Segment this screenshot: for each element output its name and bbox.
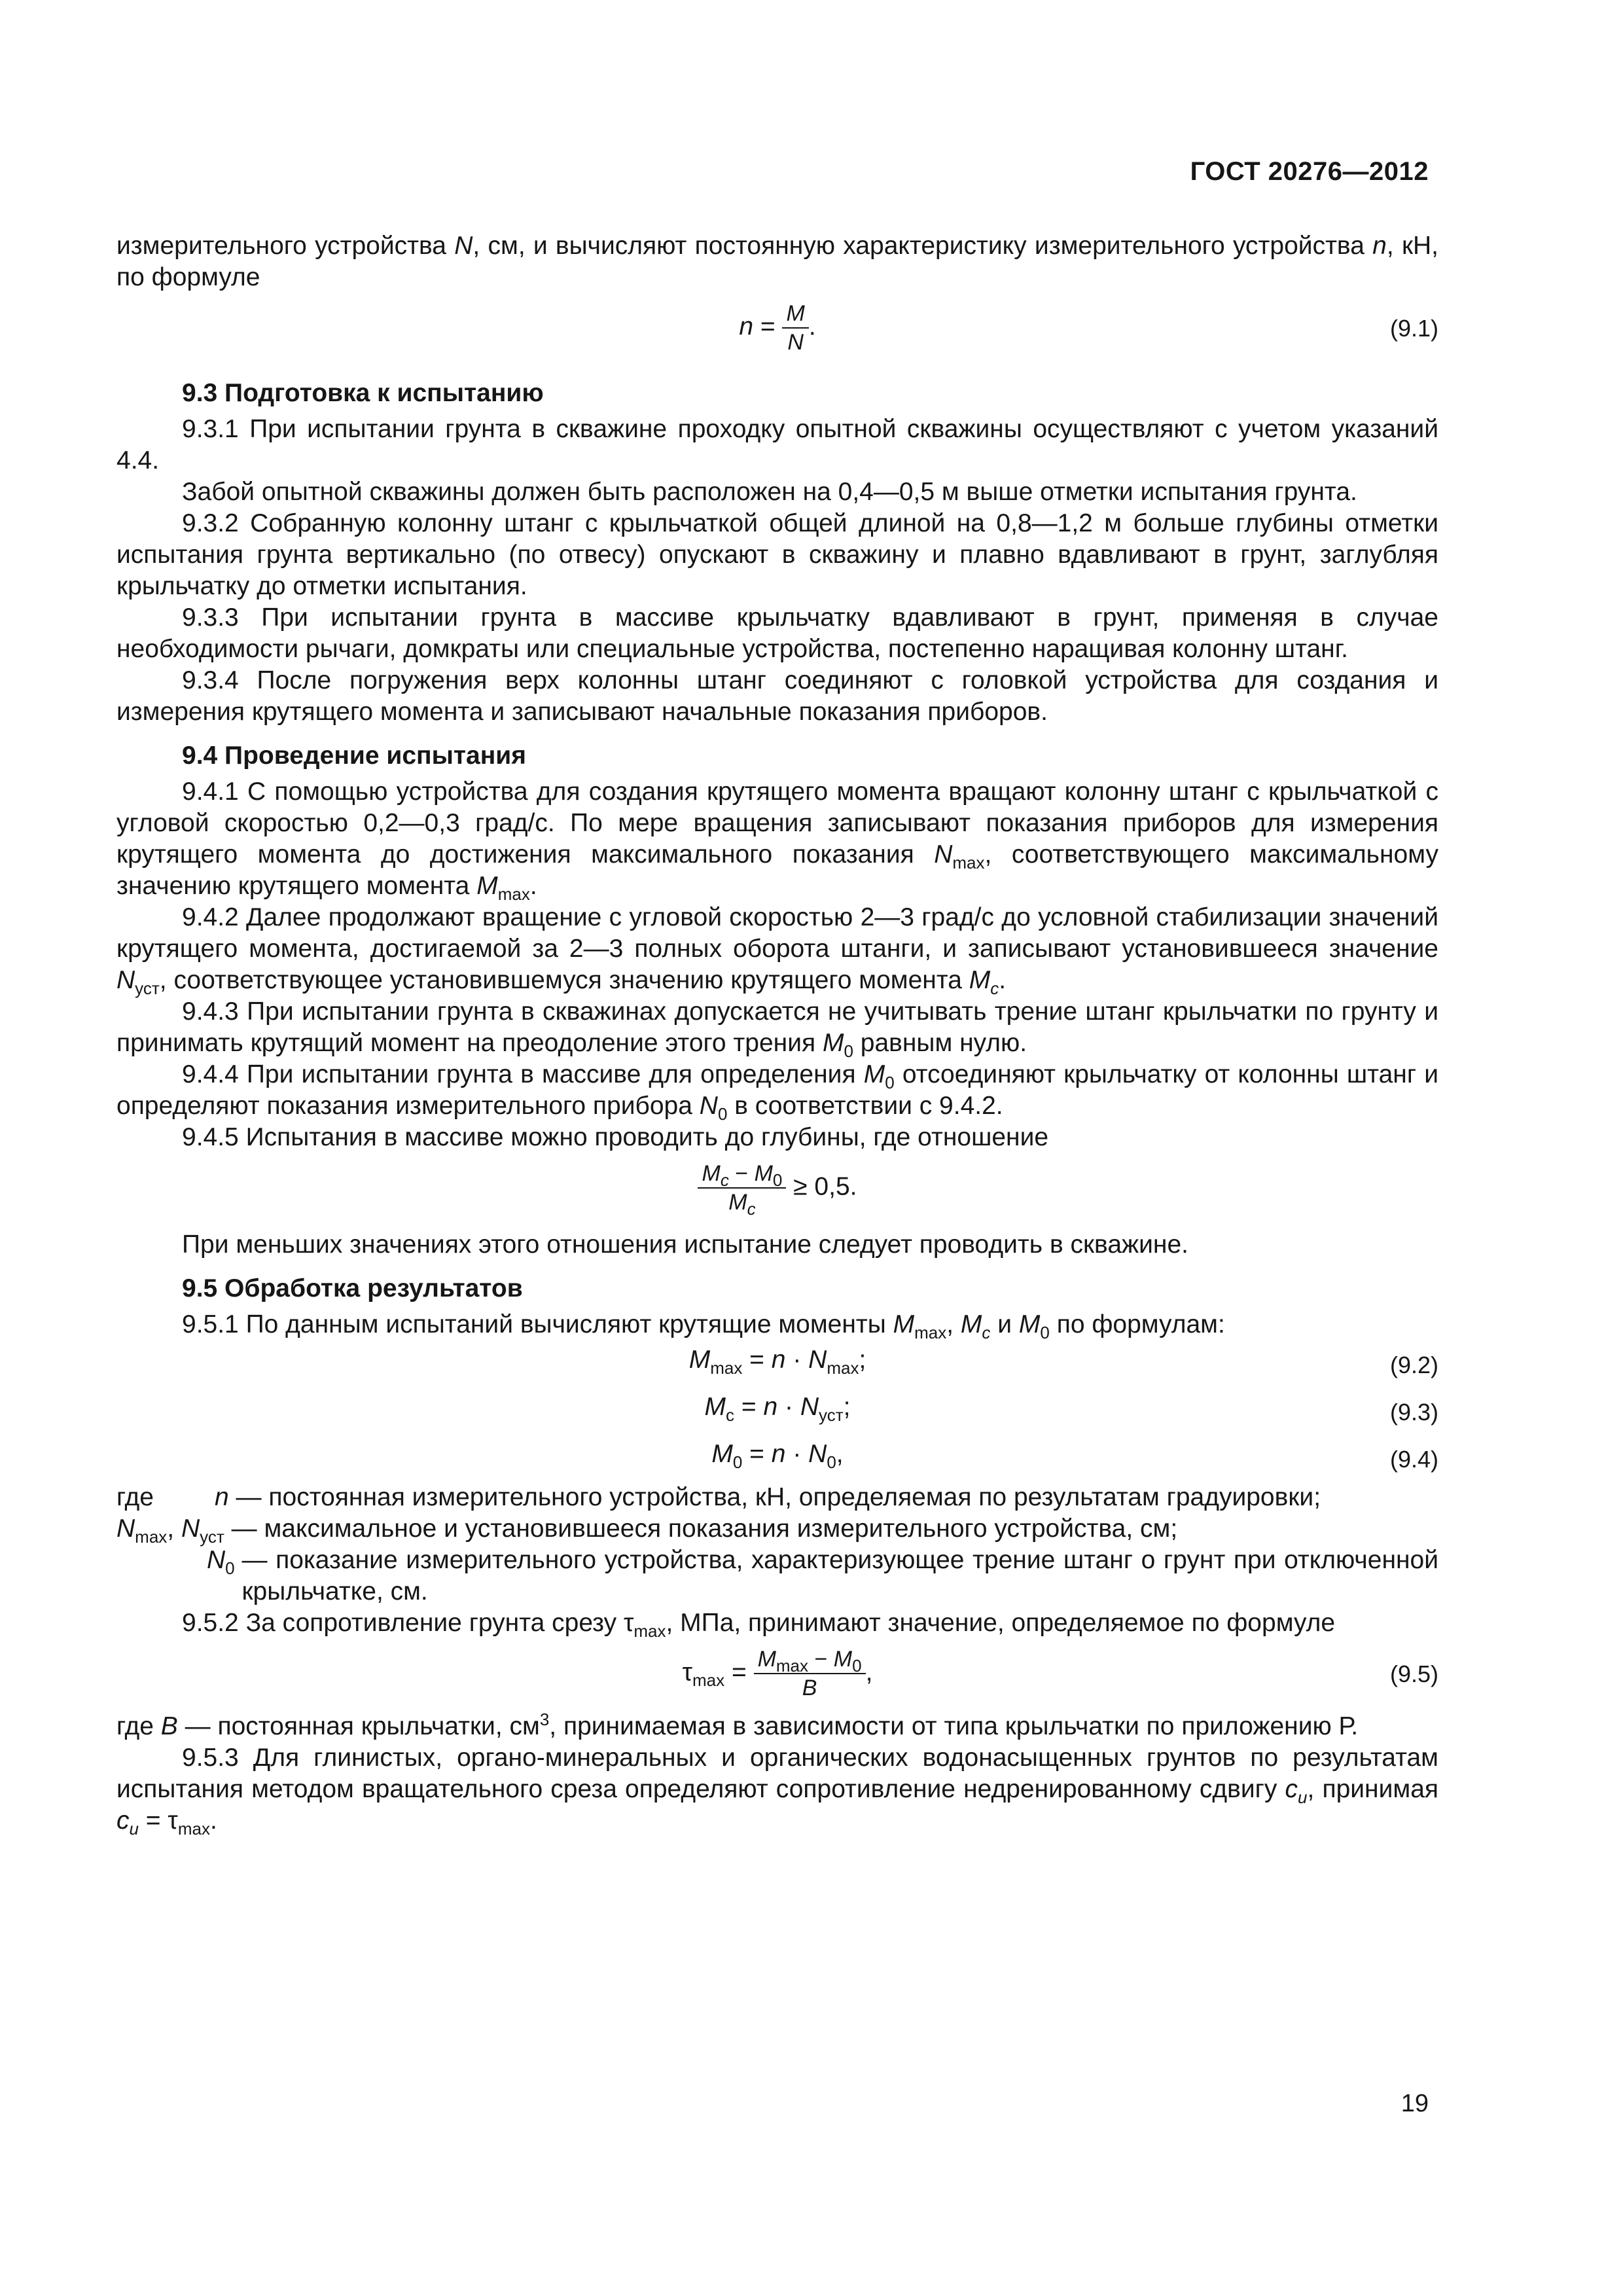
paragraph-9-4-4: 9.4.4 При испытании грунта в массиве для определения $M_0$ отсоединяют крыльчатку от колонны штанг и определяют показания измерительного прибора $N_0$ в соответствии с 9.4.2.: [116, 1060, 1438, 1124]
paragraph-9-4-3: 9.4.3 При испытании грунта в скважинах допускается не учитывать трение штанг крыльчатки по грунту и принимать крутящий момент на преодоление этого трения $M_0$ равным нулю.: [116, 997, 1438, 1061]
section-title-9-5: 9.5 Обработка результатов: [182, 1274, 523, 1302]
equation-9-1: n = $\frac{M}{N}$ . (9.1): [739, 301, 1438, 355]
legend-list: где n — постоянная измерительного устройства, кН, определяемая по результатам градуировки; $N_{max}$, $N_{уст}$ — максимальное и установившееся показания измерительного устройства, см; $N_0$ — показание измерительного устройства, характеризующее трение штанг о грунт при отключенной крыльчатке, см.: [116, 1483, 1438, 1605]
paragraph-9-3-1: 9.3.1 При испытании грунта в скважине проходку опытной скважины осуществляют с учетом указаний 4.4.: [116, 415, 1438, 475]
section-title-9-4: 9.4 Проведение испытания: [182, 742, 526, 770]
fraction: $\frac{M}{N}$: [782, 300, 808, 356]
page-number: 19: [1400, 2090, 1429, 2117]
doc-code-header: ГОСТ 20276—2012: [1190, 157, 1429, 186]
equation-number: (9.1): [1389, 315, 1438, 342]
paragraph: Забой опытной скважины должен быть расположен на 0,4—0,5 м выше отметки испытания грунта.: [182, 478, 1357, 506]
paragraph-9-5-2: 9.5.2 За сопротивление грунта срезу $\tau_{max}$, МПа, принимают значение, определяемое по формуле: [182, 1609, 1336, 1641]
paragraph-9-3-4: 9.3.4 После погружения верх колонны штанг соединяют с головкой устройства для создания и измерения крутящего момента и записывают начальные показания приборов.: [116, 666, 1438, 726]
ratio-formula: $\frac{M_c - M_0}{M_c}$ ≥ 0,5.: [116, 1153, 1438, 1225]
equation-number: (9.2): [1389, 1352, 1438, 1378]
paragraph-9-5-1: 9.5.1 По данным испытаний вычисляют крутящие моменты $M_{max}$, $M_c$ и $M_0$ по формулам:: [182, 1310, 1225, 1342]
paragraph-b-definition: где B — постоянная крыльчатки, $см^3$, принимаемая в зависимости от типа крыльчатки по приложению Р.: [116, 1710, 1359, 1740]
intro-paragraph: измерительного устройства N, см, и вычисляют постоянную характеристику измерительного устройства n, кН, по формуле: [116, 232, 1439, 291]
equation-9-4: $M_0 = n \cdot N_0$, (9.4): [116, 1435, 1438, 1482]
paragraph: При меньших значениях этого отношения испытание следует проводить в скважине.: [182, 1230, 1188, 1259]
section-title-9-3: 9.3 Подготовка к испытанию: [182, 379, 544, 407]
paragraph-9-3-3: 9.3.3 При испытании грунта в массиве крыльчатку вдавливают в грунт, применяя в случае необходимости рычаги, домкраты или специальные устройства, постепенно наращивая колонну штанг.: [116, 603, 1438, 663]
paragraph-9-4-5: 9.4.5 Испытания в массиве можно проводить до глубины, где отношение: [182, 1123, 1049, 1151]
paragraph-9-4-1: 9.4.1 С помощью устройства для создания крутящего момента вращают колонну штанг с крыльчаткой с угловой скоростью 0,2—0,3 град/с. По мере вращения записывают показания приборов для измерения крутящего момента до достижения максимального показания $N_{max}$, соответствующего максимальному значению крутящего момента $M_{max}$.: [116, 778, 1438, 904]
fraction: $\frac{M_c - M_0}{M_c}$: [698, 1160, 786, 1216]
paragraph-9-5-3: 9.5.3 Для глинистых, органо-минеральных и органических водонасыщенных грунтов по результатам испытания методом вращательного среза определяют сопротивление недренированному сдвигу $c_u$, принимая $c_u = \tau_{max}$.: [116, 1744, 1439, 1839]
paragraph-9-4-2: 9.4.2 Далее продолжают вращение с угловой скоростью 2—3 град/с до условной стабилизации значений крутящего момента, достигаемой за 2—3 полных оборота штанги, и записывают установившееся значение $N_{уст}$, соответствующее установившемуся значению крутящего момента $M_c$.: [116, 903, 1438, 998]
where-word: где: [116, 1483, 154, 1511]
paragraph-9-3-2: 9.3.2 Собранную колонну штанг с крыльчаткой общей длиной на 0,8—1,2 м больше глубины отметки испытания грунта вертикально (по отвесу) опускают в скважину и плавно вдавливают в грунт, заглубляя крыльчатку до отметки испытания.: [116, 509, 1438, 600]
fraction: $\frac{M_{max} - M_0}{B}$: [754, 1645, 866, 1702]
equation-number: (9.5): [1389, 1660, 1438, 1687]
equation-9-5: $\tau_{max}$ = $\frac{M_{max} - M_0}{B}$ , (9.5): [682, 1647, 1438, 1700]
equation-9-3: $M_c = n \cdot N_{уст}$; (9.3): [116, 1388, 1438, 1435]
equation-number: (9.4): [1389, 1446, 1438, 1473]
page-body: [116, 230, 1438, 1837]
equation-9-2: $M_{max} = n \cdot N_{max}$; (9.2): [116, 1340, 1438, 1388]
equation-number: (9.3): [1389, 1399, 1438, 1426]
